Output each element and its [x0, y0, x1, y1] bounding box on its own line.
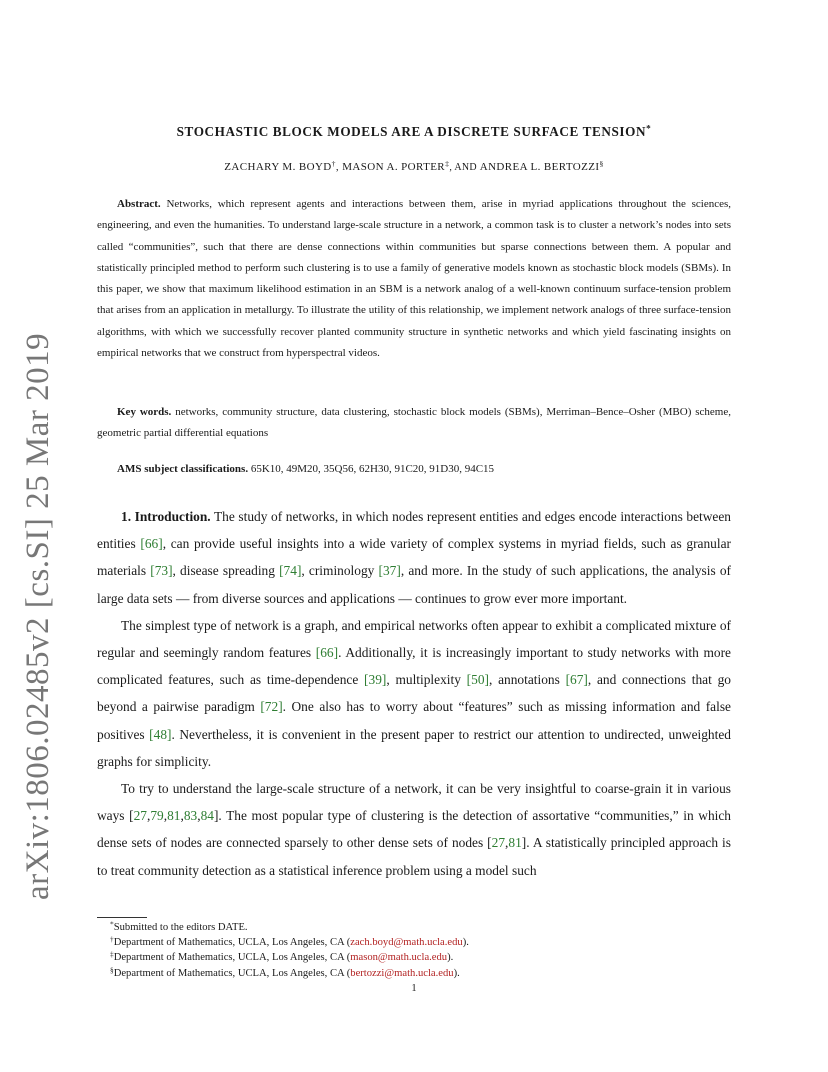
intro-p2-text: . Additionally, it is increasingly important to study networks with more complicated features, such as time-dependence [97, 645, 731, 688]
footnote-boyd [110, 935, 731, 950]
intro-p2-text: The simplest type of network is a graph, and empirical networks often appear to exhibit a complicated mixture of regular and seemingly random features [97, 617, 731, 661]
ams-classifications [117, 461, 731, 477]
abstract [97, 194, 731, 364]
intro-p1-text: , criminology [301, 563, 379, 579]
author-bertozzi-mark: § [599, 159, 604, 169]
intro-p2-text: , multiplexity [386, 672, 467, 688]
author-boyd: ZACHARY M. BOYD [224, 161, 332, 173]
citation-link[interactable]: [74] [279, 563, 302, 579]
footnote-text: Submitted to the editors DATE. [113, 922, 248, 933]
citation-link[interactable]: 81 [167, 808, 181, 824]
intro-p1-text: , can provide useful insights into a wide variety of complex systems in myriad fields, such as granular materials [97, 536, 732, 579]
keywords [97, 402, 731, 445]
citation-link[interactable]: 83 [183, 808, 198, 824]
intro-p2-text: , annotations [488, 672, 566, 688]
citation-link[interactable]: 79 [150, 808, 164, 824]
citation-link[interactable]: 84 [200, 808, 214, 824]
citation-link[interactable]: [39] [364, 672, 387, 688]
email-link[interactable]: zach.boyd@math.ucla.edu [350, 937, 463, 949]
footnote-mark: § [110, 964, 114, 974]
footnote-rule [97, 917, 147, 918]
citation-link[interactable]: [66] [140, 536, 163, 552]
author-list [96, 161, 732, 173]
author-separator: , [335, 161, 343, 173]
footnote-text: Department of Mathematics, UCLA, Los Angeles, CA ( [113, 967, 351, 979]
author-boyd-mark: † [331, 159, 336, 169]
footnote-mark: † [110, 934, 114, 944]
footnote-mark: * [110, 919, 114, 929]
arxiv-identifier-stamp: arXiv:1806.02485v2 [cs.SI] 25 Mar 2019 [20, 332, 56, 900]
email-link[interactable]: bertozzi@math.ucla.edu [350, 967, 454, 979]
section-heading: 1. Introduction. [121, 509, 211, 524]
introduction-section [97, 503, 731, 884]
ams-text: 65K10, 49M20, 35Q56, 62H30, 91C20, 91D30, 94C15 [250, 463, 495, 475]
footnotes [110, 920, 731, 981]
intro-p1-text: The study of networks, in which nodes represent entities and edges encode interactions between entities [97, 509, 731, 552]
footnote-close: ). [447, 952, 454, 964]
intro-p1-text: , and more. In the study of such applications, the analysis of large data sets — from diverse sources and applications — continues to grow ever more important. [97, 563, 731, 606]
title-text: STOCHASTIC BLOCK MODELS ARE A DISCRETE SURFACE TENSION [176, 124, 647, 139]
footnote-porter [110, 950, 731, 965]
intro-paragraph-1 [97, 503, 731, 612]
footnote-submitted [110, 920, 731, 935]
ams-label: AMS subject classifications. [117, 463, 249, 475]
footnote-close: ). [462, 937, 469, 949]
citation-link[interactable]: 81 [508, 835, 522, 851]
keywords-label: Key words. [117, 406, 172, 418]
intro-p2-text: , and connections that go beyond a pairwise paradigm [97, 672, 731, 715]
citation-link[interactable]: [66] [315, 645, 339, 661]
footnote-close: ). [453, 967, 460, 979]
intro-p3-text: ]. The most popular type of clustering is the detection of assortative “communities,” in which dense sets of nodes are connected sparsely to other dense sets of nodes [ [97, 808, 732, 851]
citation-link[interactable]: 27 [491, 835, 506, 851]
intro-p3-text: To try to understand the large-scale structure of a network, it can be very insightful to coarse-grain it in various ways [ [97, 781, 731, 824]
abstract-text: Networks, which represent agents and interactions between them, arise in myriad applications throughout the sciences, engineering, and even the humanities. To understand large-scale structure in a network, a common task is to cluster a network’s nodes into sets called “communities”, such that there are dense connections within communities but sparse connections between them. A popular and statistically principled method to perform such clustering is to use a family of generative models known as stochastic block models (SBMs). In this paper, we show that maximum likelihood estimation in an SBM is a network analog of a well-known continuum surface-tension problem that arises from an application in metallurgy. To illustrate the utility of this relationship, we implement network analogs of three surface-tension algorithms, with which we successfully recover planted community structure in synthetic networks and which yield fascinating insights on empirical networks that we construct from hyperspectral videos. [97, 198, 731, 360]
citation-link[interactable]: [48] [149, 726, 172, 742]
author-conjunction: , AND [449, 162, 480, 173]
citation-link[interactable]: [37] [378, 563, 401, 579]
intro-paragraph-3: To try to understand the large-scale structure of a network, it can be very insightful to coarse-grain it in various ways [27,79,81,83,84]. The most popular type of clustering is the detection of assortative “communities,” in which dense sets of nodes are connected sparsely to other dense sets of nodes [27,81]. A statistically principled approach is to treat community detection as a statistical inference problem using a model such [97, 781, 732, 878]
footnote-text: Department of Mathematics, UCLA, Los Angeles, CA ( [113, 952, 351, 964]
keywords-text: networks, community structure, data clustering, stochastic block models (SBMs), Merriman–Bence–Osher (MBO) scheme, geometric partial differential equations [97, 406, 731, 440]
citation-link[interactable]: [67] [565, 672, 588, 688]
intro-p2-text: . One also has to worry about “features” such as missing information and false positives [97, 699, 731, 742]
author-porter: MASON A. PORTER [342, 161, 446, 173]
intro-paragraph-2 [97, 612, 731, 775]
paper-title [96, 124, 732, 140]
citation-link[interactable]: [73] [150, 563, 173, 579]
citation-link[interactable]: 27 [133, 808, 147, 824]
intro-p2-text: . Nevertheless, it is convenient in the present paper to restrict our attention to undirected, unweighted graphs for simplicity. [97, 726, 731, 769]
intro-p1-text: , disease spreading [172, 563, 280, 579]
citation-link[interactable]: [72] [260, 699, 283, 715]
title-footnote-mark: * [646, 123, 652, 134]
author-bertozzi: ANDREA L. BERTOZZI [479, 161, 600, 173]
email-link[interactable]: mason@math.ucla.edu [350, 952, 448, 964]
abstract-label: Abstract. [117, 198, 161, 210]
footnote-bertozzi [110, 966, 731, 981]
footnote-text: Department of Mathematics, UCLA, Los Angeles, CA ( [113, 937, 351, 949]
author-porter-mark: ‡ [445, 159, 450, 169]
citation-link[interactable]: [50] [466, 672, 489, 688]
page-number: 1 [411, 983, 417, 994]
footnote-mark: ‡ [110, 949, 114, 959]
intro-p3-text: ]. A statistically principled approach is to treat community detection as a statistical inference problem using a model such [97, 835, 731, 878]
